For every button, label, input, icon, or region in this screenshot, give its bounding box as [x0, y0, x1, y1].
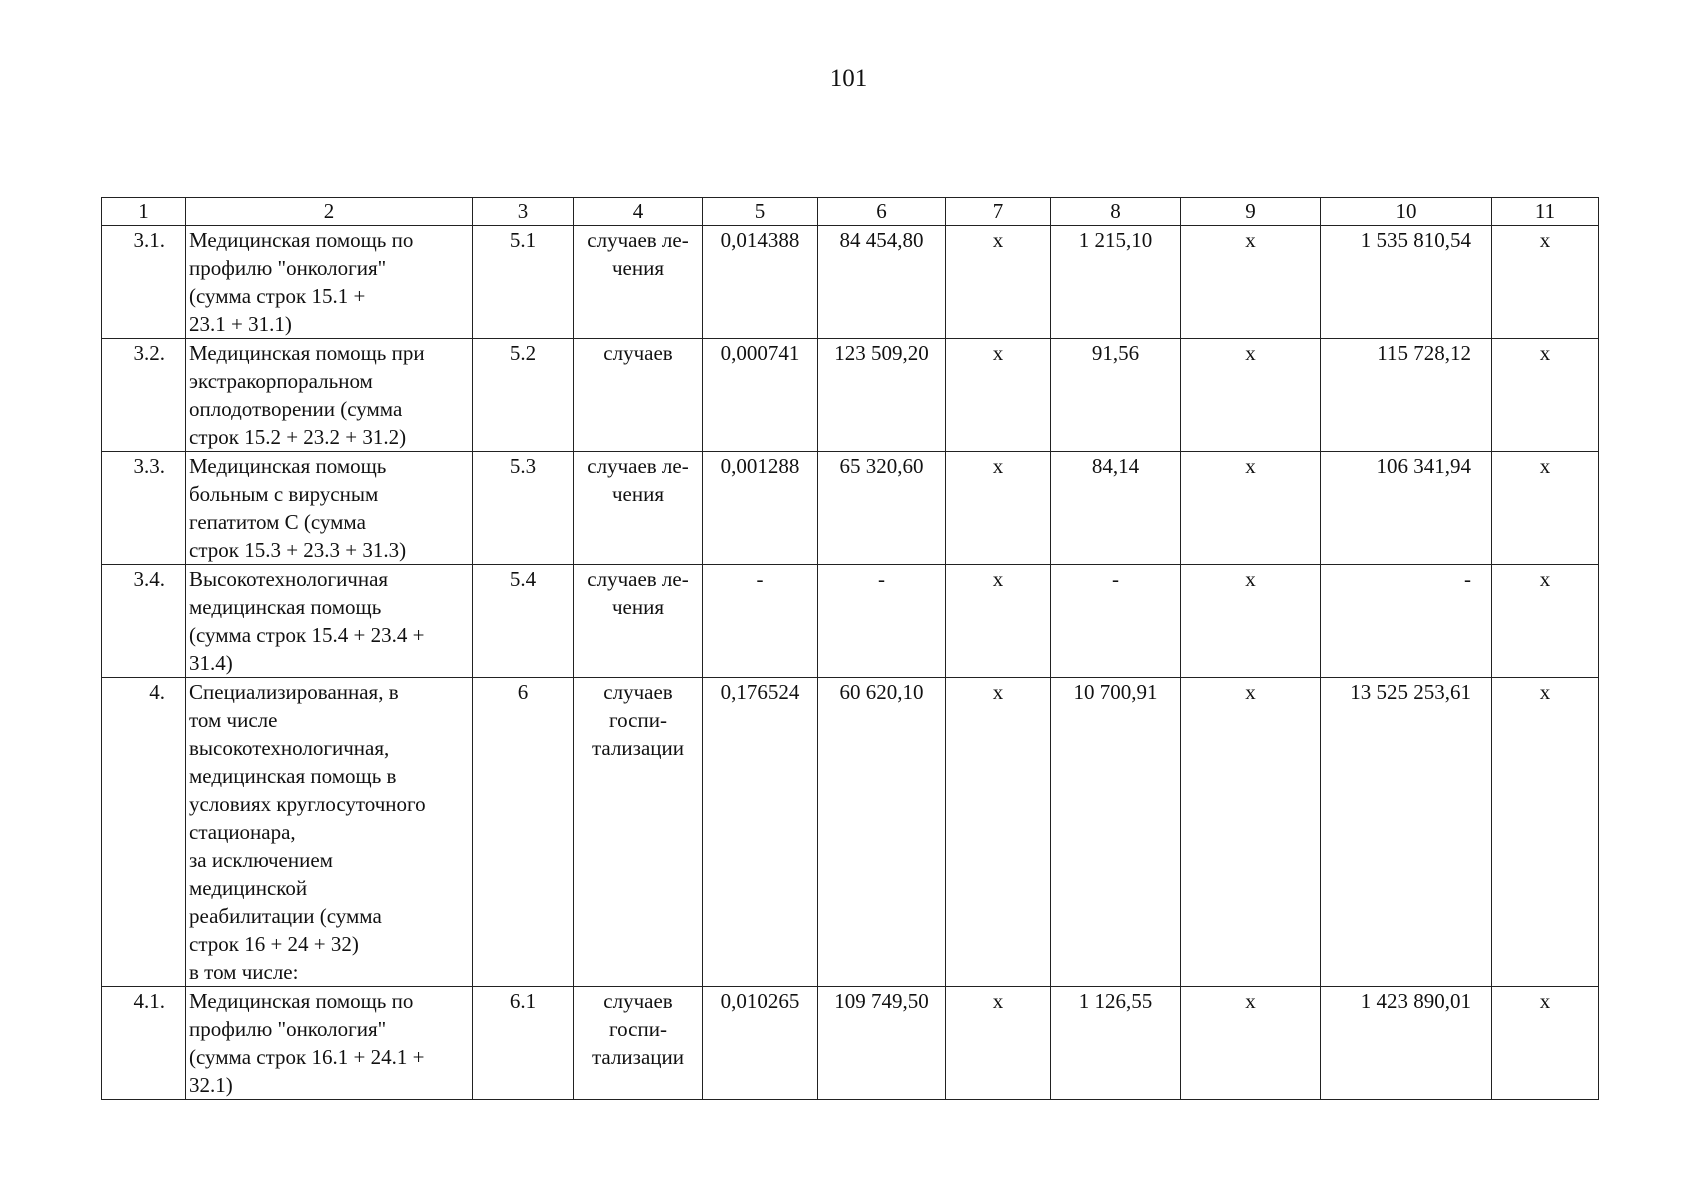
cell-col-6: 123 509,20	[818, 339, 946, 452]
cell-col-11: х	[1492, 452, 1599, 565]
table-row	[102, 339, 1599, 452]
description-line: (сумма строк 15.4 + 23.4 +	[189, 623, 425, 647]
cell-col-7: х	[946, 565, 1051, 678]
cell-col-7: х	[946, 678, 1051, 987]
cell-col-10: -	[1321, 565, 1492, 678]
cell-col-7: х	[946, 987, 1051, 1100]
cell-col-8: 91,56	[1051, 339, 1181, 452]
description-line: больным с вирусным	[189, 482, 379, 506]
table-header-row	[102, 198, 1599, 226]
cell-col-8: 10 700,91	[1051, 678, 1181, 987]
column-header: 10	[1321, 198, 1492, 226]
unit-line: случаев ле-	[587, 228, 689, 252]
unit-line: тализации	[592, 1045, 684, 1069]
cell-description	[186, 226, 473, 339]
description-line: медицинская помощь в	[189, 764, 397, 788]
description-line: Высокотехнологичная	[189, 567, 389, 591]
cell-row-number: 4.	[102, 678, 186, 987]
cell-unit	[574, 987, 703, 1100]
cell-col-5: -	[703, 565, 818, 678]
unit-line: случаев	[603, 680, 673, 704]
description-line: строк 15.3 + 23.3 + 31.3)	[189, 538, 407, 562]
description-line: медицинской	[189, 876, 308, 900]
column-header: 7	[946, 198, 1051, 226]
description-line: медицинская помощь	[189, 595, 382, 619]
cell-row-number: 4.1.	[102, 987, 186, 1100]
column-header: 9	[1181, 198, 1321, 226]
unit-line: случаев ле-	[587, 454, 689, 478]
cell-col-11: х	[1492, 678, 1599, 987]
cell-col-9: х	[1181, 226, 1321, 339]
table-row	[102, 987, 1599, 1100]
description-line: Медицинская помощь	[189, 454, 387, 478]
table-row	[102, 678, 1599, 987]
unit-line: чения	[611, 595, 665, 619]
cell-col-5: 0,010265	[703, 987, 818, 1100]
cell-col-5: 0,014388	[703, 226, 818, 339]
cell-col-7: х	[946, 226, 1051, 339]
description-line: строк 15.2 + 23.2 + 31.2)	[189, 425, 407, 449]
description-line: том числе	[189, 708, 278, 732]
cell-col-8: 1 126,55	[1051, 987, 1181, 1100]
cell-description	[186, 565, 473, 678]
cell-col-5: 0,000741	[703, 339, 818, 452]
cell-col-9: х	[1181, 987, 1321, 1100]
cell-col-6: 60 620,10	[818, 678, 946, 987]
data-table	[101, 197, 1599, 1100]
description-line: Медицинская помощь по	[189, 989, 414, 1013]
unit-line: случаев ле-	[587, 567, 689, 591]
cell-col-11: х	[1492, 339, 1599, 452]
unit-line: случаев	[603, 341, 673, 365]
cell-line-code: 5.2	[473, 339, 574, 452]
unit-line: чения	[611, 256, 665, 280]
column-header: 4	[574, 198, 703, 226]
description-line: (сумма строк 15.1 +	[189, 284, 366, 308]
cell-col-11: х	[1492, 987, 1599, 1100]
table-row	[102, 226, 1599, 339]
cell-description	[186, 987, 473, 1100]
cell-col-9: х	[1181, 678, 1321, 987]
unit-line: чения	[611, 482, 665, 506]
description-line: 32.1)	[189, 1073, 233, 1097]
cell-line-code: 5.4	[473, 565, 574, 678]
cell-col-10: 1 423 890,01	[1321, 987, 1492, 1100]
cell-line-code: 5.1	[473, 226, 574, 339]
description-line: профилю "онкология"	[189, 256, 387, 280]
cell-col-8: 1 215,10	[1051, 226, 1181, 339]
table-row	[102, 452, 1599, 565]
cell-col-8: -	[1051, 565, 1181, 678]
cell-col-7: х	[946, 339, 1051, 452]
table-body	[102, 226, 1599, 1100]
cell-row-number: 3.2.	[102, 339, 186, 452]
description-line: Специализированная, в	[189, 680, 399, 704]
description-line: экстракорпоральном	[189, 369, 373, 393]
cell-col-9: х	[1181, 452, 1321, 565]
unit-line: тализации	[592, 736, 684, 760]
column-header: 11	[1492, 198, 1599, 226]
cell-col-7: х	[946, 452, 1051, 565]
unit-line: госпи-	[609, 708, 667, 732]
cell-unit	[574, 565, 703, 678]
cell-col-11: х	[1492, 565, 1599, 678]
cell-description	[186, 678, 473, 987]
description-line: за исключением	[189, 848, 333, 872]
table-row	[102, 565, 1599, 678]
cell-col-6: 65 320,60	[818, 452, 946, 565]
cell-unit	[574, 678, 703, 987]
description-line: Медицинская помощь по	[189, 228, 414, 252]
cell-col-10: 106 341,94	[1321, 452, 1492, 565]
description-line: условиях круглосуточного	[189, 792, 426, 816]
cell-col-6: 84 454,80	[818, 226, 946, 339]
description-line: высокотехнологичная,	[189, 736, 390, 760]
cell-description	[186, 452, 473, 565]
description-line: оплодотворении (сумма	[189, 397, 403, 421]
cell-unit	[574, 226, 703, 339]
description-line: гепатитом С (сумма	[189, 510, 366, 534]
description-line: (сумма строк 16.1 + 24.1 +	[189, 1045, 425, 1069]
column-header: 3	[473, 198, 574, 226]
description-line: 23.1 + 31.1)	[189, 312, 292, 336]
cell-col-9: х	[1181, 339, 1321, 452]
cell-col-10: 13 525 253,61	[1321, 678, 1492, 987]
description-line: строк 16 + 24 + 32)	[189, 932, 359, 956]
cell-row-number: 3.1.	[102, 226, 186, 339]
cell-unit	[574, 339, 703, 452]
description-line: 31.4)	[189, 651, 233, 675]
page-number: 101	[829, 65, 868, 92]
column-header: 5	[703, 198, 818, 226]
column-header: 6	[818, 198, 946, 226]
cell-row-number: 3.4.	[102, 565, 186, 678]
cell-col-5: 0,176524	[703, 678, 818, 987]
column-header: 1	[102, 198, 186, 226]
cell-col-9: х	[1181, 565, 1321, 678]
cell-col-5: 0,001288	[703, 452, 818, 565]
description-line: профилю "онкология"	[189, 1017, 387, 1041]
column-header: 2	[186, 198, 473, 226]
unit-line: случаев	[603, 989, 673, 1013]
cell-description	[186, 339, 473, 452]
column-header: 8	[1051, 198, 1181, 226]
cell-col-8: 84,14	[1051, 452, 1181, 565]
cell-line-code: 6	[473, 678, 574, 987]
cell-col-11: х	[1492, 226, 1599, 339]
description-line: реабилитации (сумма	[189, 904, 382, 928]
description-line: стационара,	[189, 820, 296, 844]
unit-line: госпи-	[609, 1017, 667, 1041]
cell-col-10: 115 728,12	[1321, 339, 1492, 452]
cell-row-number: 3.3.	[102, 452, 186, 565]
cell-line-code: 5.3	[473, 452, 574, 565]
cell-col-10: 1 535 810,54	[1321, 226, 1492, 339]
cell-col-6: -	[818, 565, 946, 678]
description-line: в том числе:	[189, 960, 299, 984]
cell-unit	[574, 452, 703, 565]
description-line: Медицинская помощь при	[189, 341, 425, 365]
cell-col-6: 109 749,50	[818, 987, 946, 1100]
cell-line-code: 6.1	[473, 987, 574, 1100]
